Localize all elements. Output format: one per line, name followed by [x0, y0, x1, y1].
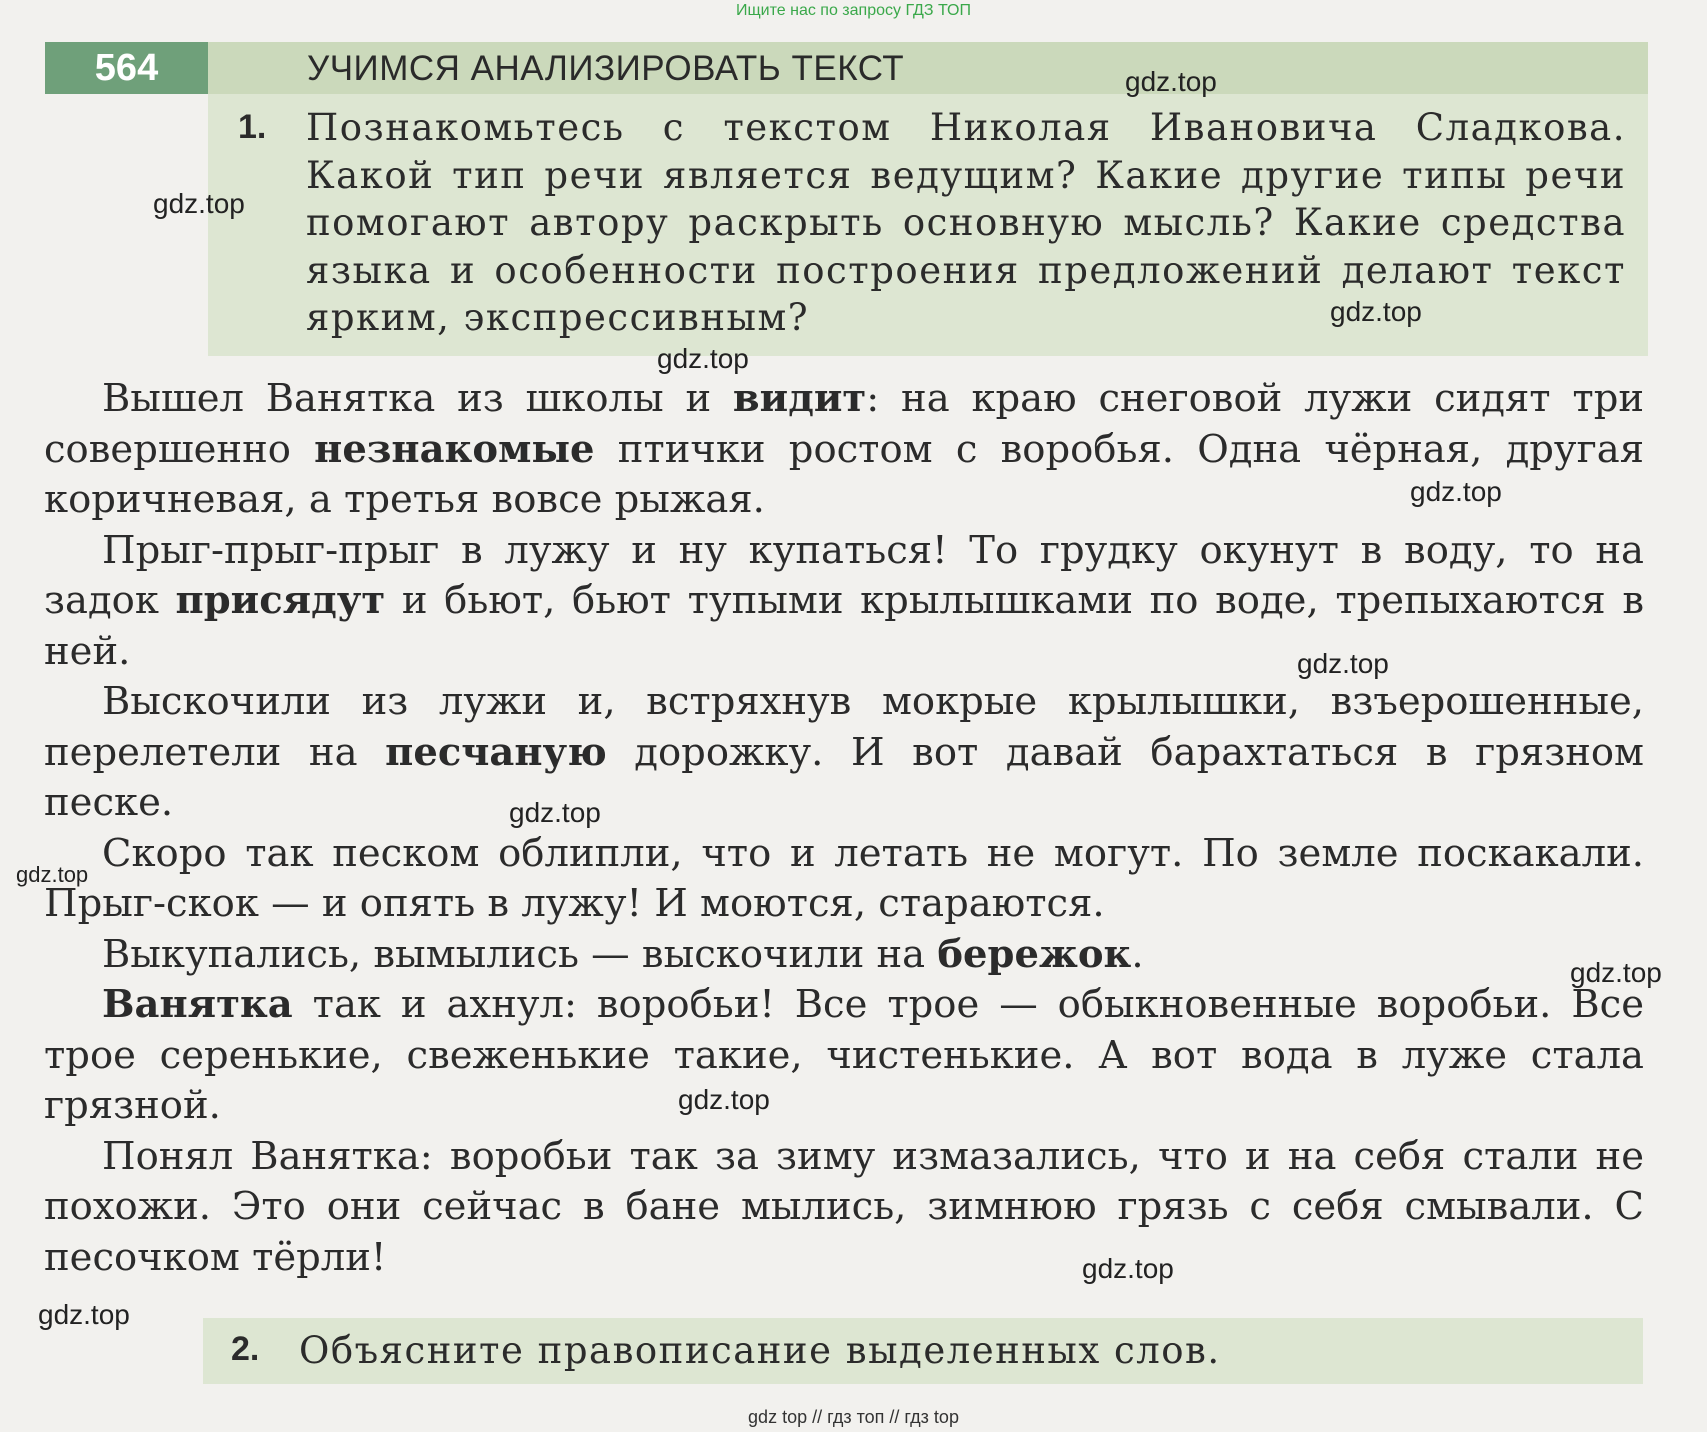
- text-run: птички ростом с воробья. Одна чёрная, другая коричневая, а третья вовсе рыжая.: [44, 426, 1644, 522]
- exercise-number: 564: [45, 42, 208, 94]
- highlighted-word: бережок: [937, 931, 1132, 977]
- task-1-text: Познакомьтесь с текстом Николая Ивановича Сладкова. Какой тип речи является ведущим? Какие другие типы речи помогают автору раскрыть основную мысль? Какие средства языка и особенности построения предложений делают текст ярким, экспрессивным?: [306, 106, 1626, 339]
- story-paragraph-2: [44, 526, 1644, 678]
- text-run: Прыг-прыг-прыг в лужу и ну купаться! То грудку окунут в воду, то на задок: [44, 527, 1644, 623]
- watermark: gdz.top: [1570, 957, 1662, 988]
- task-2-text: Объясните правописание выделенных слов.: [299, 1329, 1221, 1372]
- watermark: gdz.top: [38, 1299, 130, 1330]
- highlighted-word: Ванятка: [102, 982, 293, 1027]
- text-run: Выкупались, вымылись — выскочили на: [102, 931, 938, 977]
- task-2-box: [203, 1318, 1643, 1384]
- watermark: gdz.top: [1082, 1253, 1174, 1284]
- watermark: gdz.top: [153, 188, 245, 219]
- story-text: [44, 374, 1644, 1283]
- watermark: gdz.top: [1410, 476, 1502, 507]
- exercise-header: [45, 42, 1648, 94]
- text-run: и бьют, бьют тупыми крылышками по воде, трепыхаются в ней.: [44, 578, 1644, 674]
- task-2-number: 2.: [231, 1330, 260, 1368]
- story-paragraph-3: [44, 677, 1644, 829]
- bottom-banner: gdz top // гдз топ // гдз top: [748, 1407, 959, 1427]
- story-paragraph-7: Понял Ванятка: воробьи так за зиму измазались, что и на себя стали не похожи. Это они сейчас в бане мылись, зимнюю грязь с себя смывали. С песочком тёрли!: [44, 1133, 1644, 1280]
- task-1-box: [208, 94, 1648, 356]
- story-paragraph-5: [44, 930, 1644, 981]
- watermark: gdz.top: [678, 1084, 770, 1115]
- watermark: gdz.top: [657, 343, 749, 374]
- top-banner: Ищите нас по запросу ГДЗ ТОП: [736, 2, 971, 19]
- text-run: .: [1131, 931, 1144, 977]
- highlighted-word: незнакомые: [314, 426, 595, 472]
- watermark: gdz.top: [16, 862, 89, 887]
- text-run: Выскочили из лужи и, встряхнув мокрые крылышки, взъерошенные, перелетели на: [44, 679, 1644, 775]
- watermark: gdz.top: [1125, 66, 1217, 97]
- text-run: Вышел Ванятка из школы и: [102, 376, 733, 421]
- watermark: gdz.top: [1297, 648, 1389, 679]
- story-paragraph-1: [44, 374, 1644, 526]
- task-1-number: 1.: [238, 108, 267, 146]
- text-run: : на краю снеговой лужи сидят три совершенно: [44, 376, 1645, 472]
- watermark: gdz.top: [509, 797, 601, 828]
- text-run: дорожку. И вот давай барахтаться в грязном песке.: [44, 729, 1645, 825]
- highlighted-word: видит: [732, 376, 867, 421]
- highlighted-word: присядут: [175, 578, 386, 623]
- story-paragraph-4: Скоро так песком облипли, что и летать не могут. По земле поскакали. Прыг-скок — и опять в лужу! И моются, стараются.: [44, 830, 1644, 926]
- text-run: так и ахнул: воробьи! Все трое — обыкновенные воробьи. Все трое серенькие, свеженькие такие, чистенькие. А вот вода в луже стала грязной.: [44, 982, 1644, 1128]
- highlighted-word: песчаную: [385, 729, 607, 775]
- exercise-title: УЧИМСЯ АНАЛИЗИРОВАТЬ ТЕКСТ: [307, 49, 905, 88]
- story-paragraph-6: [44, 980, 1644, 1132]
- watermark: gdz.top: [1330, 296, 1422, 327]
